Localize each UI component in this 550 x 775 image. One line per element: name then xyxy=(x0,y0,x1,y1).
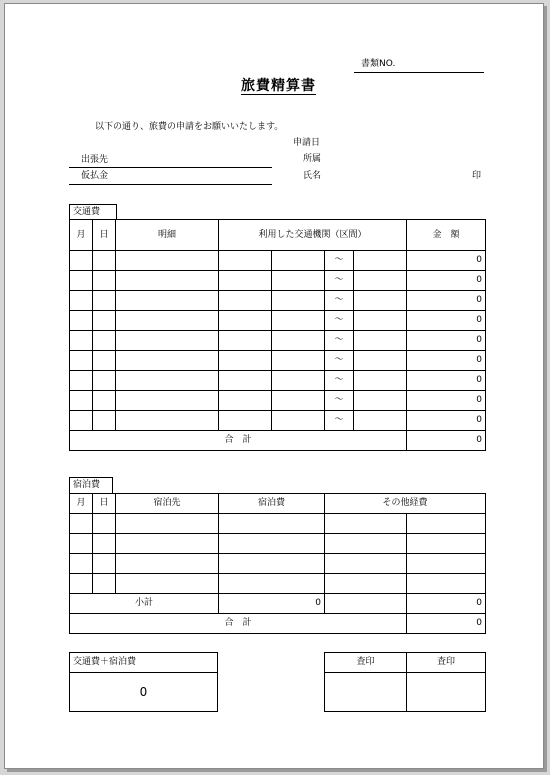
transport-cell-mode xyxy=(219,411,272,431)
transport-cell-from xyxy=(272,291,325,311)
transport-cell-mode xyxy=(219,371,272,391)
table-row xyxy=(70,331,486,351)
summary-box xyxy=(69,652,218,712)
transport-cell-month xyxy=(70,411,93,431)
transport-cell-amount: 0 xyxy=(407,271,486,291)
lodging-subtotal-other: 0 xyxy=(407,594,486,614)
summary-value: 0 xyxy=(70,673,218,712)
transport-cell-tilde: ～ xyxy=(325,251,354,271)
transport-cell-detail xyxy=(116,371,219,391)
table-row xyxy=(70,391,486,411)
lodging-header-day: 日 xyxy=(93,494,116,514)
transport-cell-to xyxy=(354,371,407,391)
transport-cell-day xyxy=(93,271,116,291)
transport-header-amount: 金 額 xyxy=(407,220,486,251)
destination-underline xyxy=(69,167,272,168)
transport-cell-tilde: ～ xyxy=(325,371,354,391)
transport-cell-month xyxy=(70,271,93,291)
transport-cell-from xyxy=(272,251,325,271)
lodging-total-label: 合 計 xyxy=(70,614,407,634)
table-row xyxy=(70,411,486,431)
dept-label: 所属 xyxy=(303,154,322,164)
lodging-header-place: 宿泊先 xyxy=(116,494,219,514)
transport-cell-day xyxy=(93,351,116,371)
lodging-header-fee: 宿泊費 xyxy=(219,494,325,514)
transport-cell-amount: 0 xyxy=(407,331,486,351)
table-row xyxy=(70,251,486,271)
seal-mark: 印 xyxy=(472,171,482,181)
transport-header-route: 利用した交通機関（区間） xyxy=(219,220,407,251)
transport-cell-month xyxy=(70,331,93,351)
transport-cell-to xyxy=(354,251,407,271)
transport-cell-from xyxy=(272,271,325,291)
transport-cell-day xyxy=(93,371,116,391)
transport-cell-to xyxy=(354,351,407,371)
transport-cell-amount: 0 xyxy=(407,291,486,311)
transport-cell-tilde: ～ xyxy=(325,411,354,431)
transport-cell-tilde: ～ xyxy=(325,391,354,411)
apply-date-label: 申請日 xyxy=(293,138,321,148)
transport-cell-day xyxy=(93,251,116,271)
transport-cell-tilde: ～ xyxy=(325,331,354,351)
lodging-table xyxy=(69,493,486,634)
transport-cell-mode xyxy=(219,351,272,371)
stamp-area-2[interactable] xyxy=(407,673,486,712)
table-row xyxy=(70,574,486,594)
advance-underline xyxy=(69,184,272,185)
table-row xyxy=(70,271,486,291)
transport-cell-month xyxy=(70,371,93,391)
table-row xyxy=(70,371,486,391)
transport-cell-tilde: ～ xyxy=(325,351,354,371)
transport-cell-mode xyxy=(219,391,272,411)
transport-cell-mode xyxy=(219,311,272,331)
transport-cell-detail xyxy=(116,331,219,351)
transport-cell-detail xyxy=(116,271,219,291)
page-title: 旅費精算書 xyxy=(241,78,316,94)
transport-cell-amount: 0 xyxy=(407,371,486,391)
transport-cell-month xyxy=(70,311,93,331)
transport-cell-to xyxy=(354,391,407,411)
name-label: 氏名 xyxy=(303,171,322,181)
transport-cell-from xyxy=(272,411,325,431)
transport-cell-day xyxy=(93,391,116,411)
transport-cell-to xyxy=(354,331,407,351)
transport-cell-day xyxy=(93,311,116,331)
table-row xyxy=(70,311,486,331)
doc-no-label: 書類NO. xyxy=(361,59,396,69)
transport-cell-detail xyxy=(116,251,219,271)
transport-cell-detail xyxy=(116,391,219,411)
transport-cell-month xyxy=(70,351,93,371)
transport-cell-to xyxy=(354,271,407,291)
transport-header-month: 月 xyxy=(70,220,93,251)
transport-cell-mode xyxy=(219,251,272,271)
transport-cell-from xyxy=(272,371,325,391)
transport-cell-from xyxy=(272,351,325,371)
transport-section-label: 交通費 xyxy=(69,204,117,220)
table-row xyxy=(70,554,486,574)
transport-cell-to xyxy=(354,311,407,331)
transport-cell-month xyxy=(70,291,93,311)
transport-cell-amount: 0 xyxy=(407,311,486,331)
transport-cell-amount: 0 xyxy=(407,391,486,411)
transport-cell-day xyxy=(93,291,116,311)
expense-form-sheet xyxy=(4,3,544,769)
lodging-total-value: 0 xyxy=(407,614,486,634)
transport-table xyxy=(69,219,486,451)
transport-cell-mode xyxy=(219,291,272,311)
stamp-label-2: 査印 xyxy=(407,653,486,673)
lodging-subtotal-label: 小計 xyxy=(70,594,219,614)
lodging-header-month: 月 xyxy=(70,494,93,514)
destination-label: 出張先 xyxy=(81,155,109,165)
intro-text: 以下の通り、旅費の申請をお願いいたします。 xyxy=(95,122,284,132)
transport-cell-amount: 0 xyxy=(407,351,486,371)
transport-cell-from xyxy=(272,331,325,351)
transport-cell-amount: 0 xyxy=(407,251,486,271)
table-row xyxy=(70,514,486,534)
transport-cell-month xyxy=(70,391,93,411)
advance-label: 仮払金 xyxy=(81,171,109,181)
table-row xyxy=(70,351,486,371)
stamp-label-1: 査印 xyxy=(325,653,407,673)
transport-cell-detail xyxy=(116,291,219,311)
lodging-subtotal-fee: 0 xyxy=(219,594,325,614)
summary-label: 交通費＋宿泊費 xyxy=(70,653,218,673)
transport-cell-detail xyxy=(116,311,219,331)
table-row xyxy=(70,534,486,554)
transport-cell-day xyxy=(93,331,116,351)
transport-cell-mode xyxy=(219,271,272,291)
transport-cell-mode xyxy=(219,331,272,351)
transport-header-detail: 明細 xyxy=(116,220,219,251)
transport-total-value: 0 xyxy=(407,431,486,451)
lodging-section-label: 宿泊費 xyxy=(69,477,113,493)
transport-cell-to xyxy=(354,291,407,311)
transport-cell-detail xyxy=(116,411,219,431)
transport-header-day: 日 xyxy=(93,220,116,251)
stamp-boxes xyxy=(324,652,486,712)
lodging-header-other: その他経費 xyxy=(325,494,486,514)
doc-no-underline xyxy=(354,72,484,73)
table-row xyxy=(70,291,486,311)
transport-cell-day xyxy=(93,411,116,431)
transport-cell-tilde: ～ xyxy=(325,311,354,331)
transport-cell-to xyxy=(354,411,407,431)
transport-cell-from xyxy=(272,311,325,331)
transport-cell-amount: 0 xyxy=(407,411,486,431)
transport-cell-month xyxy=(70,251,93,271)
stamp-area-1[interactable] xyxy=(325,673,407,712)
transport-cell-tilde: ～ xyxy=(325,291,354,311)
transport-cell-tilde: ～ xyxy=(325,271,354,291)
transport-cell-detail xyxy=(116,351,219,371)
transport-total-label: 合 計 xyxy=(70,431,407,451)
transport-cell-from xyxy=(272,391,325,411)
